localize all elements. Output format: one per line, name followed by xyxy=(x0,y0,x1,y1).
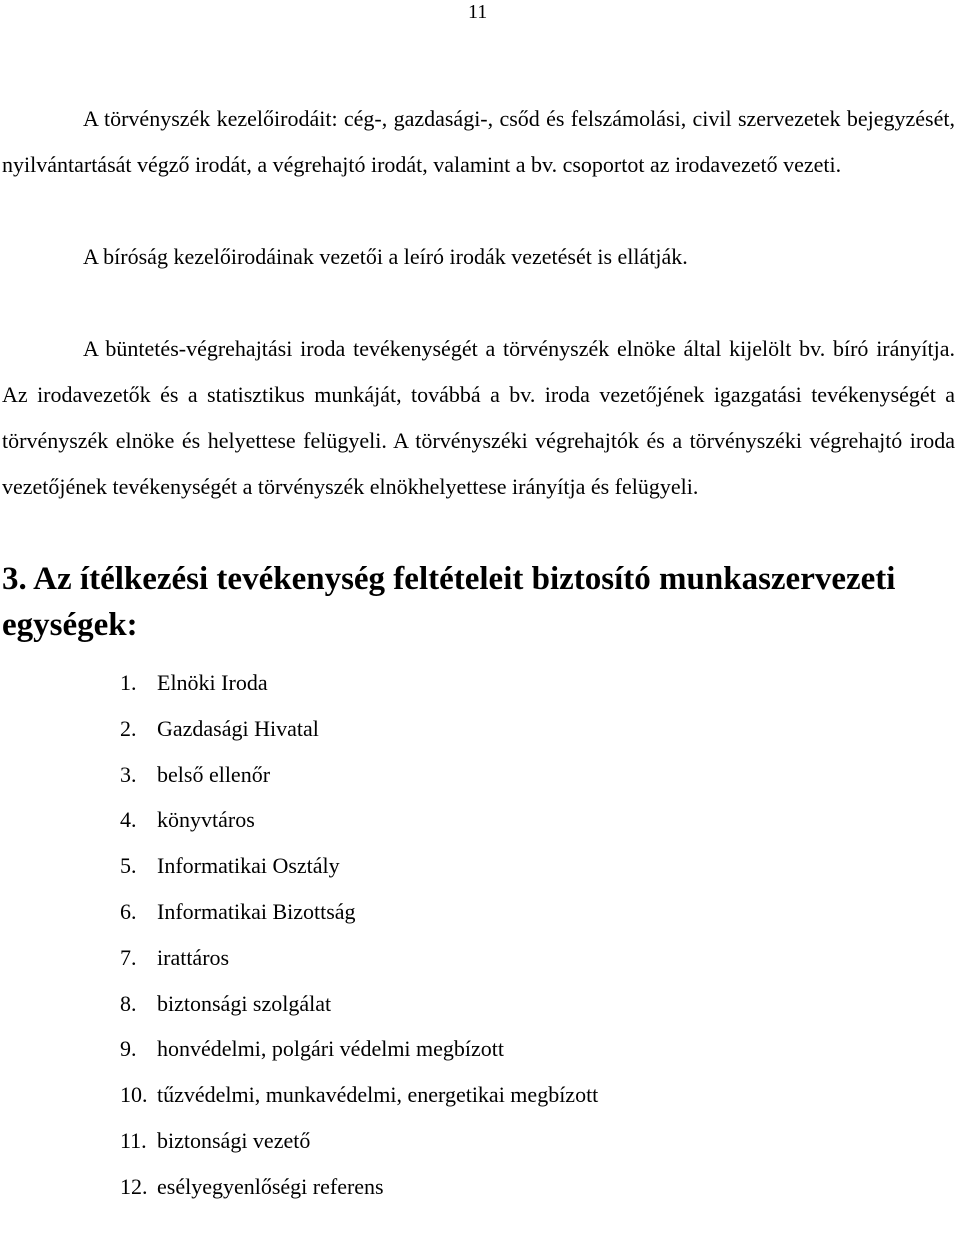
paragraph-penal-office: A büntetés-végrehajtási iroda tevékenységét a törvényszék elnöke által kijelölt bv. bíró irányítja. Az irodavezetők és a statisztikus munkáját, továbbá a bv. iroda vezetőjének igazgatási tevékenységét a törvényszék elnöke és helyettese felügyeli. A törvényszéki végrehajtók és a törvényszéki végrehajtó iroda vezetőjének tevékenységét a törvényszék elnökhelyettese irányítja és felügyeli. xyxy=(2,336,955,499)
list-item: 1. Elnöki Iroda xyxy=(120,670,268,695)
list-item: 4. könyvtáros xyxy=(120,807,255,833)
list-item: 11. biztonsági vezető xyxy=(120,1127,311,1153)
paragraph-office-managers: A törvényszék kezelőirodáit: cég-, gazdasági-, csőd és felszámolási, civil szervezetek bejegyzését, nyilvántartását végző irodát, a végrehajtó irodát, valamint a bv. csoportot az irodavezető vezeti. xyxy=(2,106,955,177)
paragraph-court-offices: A bíróság kezelőirodáinak vezetői a leíró irodák vezetését is ellátják. xyxy=(83,244,688,269)
list-item: 5. Informatikai Osztály xyxy=(120,853,340,879)
list-item: 3. belső ellenőr xyxy=(120,761,271,787)
list-item: 10. tűzvédelmi, munkavédelmi, energetikai megbízott xyxy=(120,1082,599,1108)
list-item: 7. irattáros xyxy=(120,944,230,970)
units-list xyxy=(2,660,955,1210)
section-heading: 3. Az ítélkezési tevékenység feltételeit biztosító munkaszervezeti egységek: xyxy=(2,561,896,643)
document-body xyxy=(2,96,955,1210)
list-item: 9. honvédelmi, polgári védelmi megbízott xyxy=(120,1036,505,1062)
list-item: 12. esélyegyenlőségi referens xyxy=(120,1173,384,1199)
list-item: 6. Informatikai Bizottság xyxy=(120,898,356,924)
page-number: 11 xyxy=(468,1,488,23)
list-item: 8. biztonsági szolgálat xyxy=(120,990,332,1016)
list-item: 2. Gazdasági Hivatal xyxy=(120,715,319,741)
